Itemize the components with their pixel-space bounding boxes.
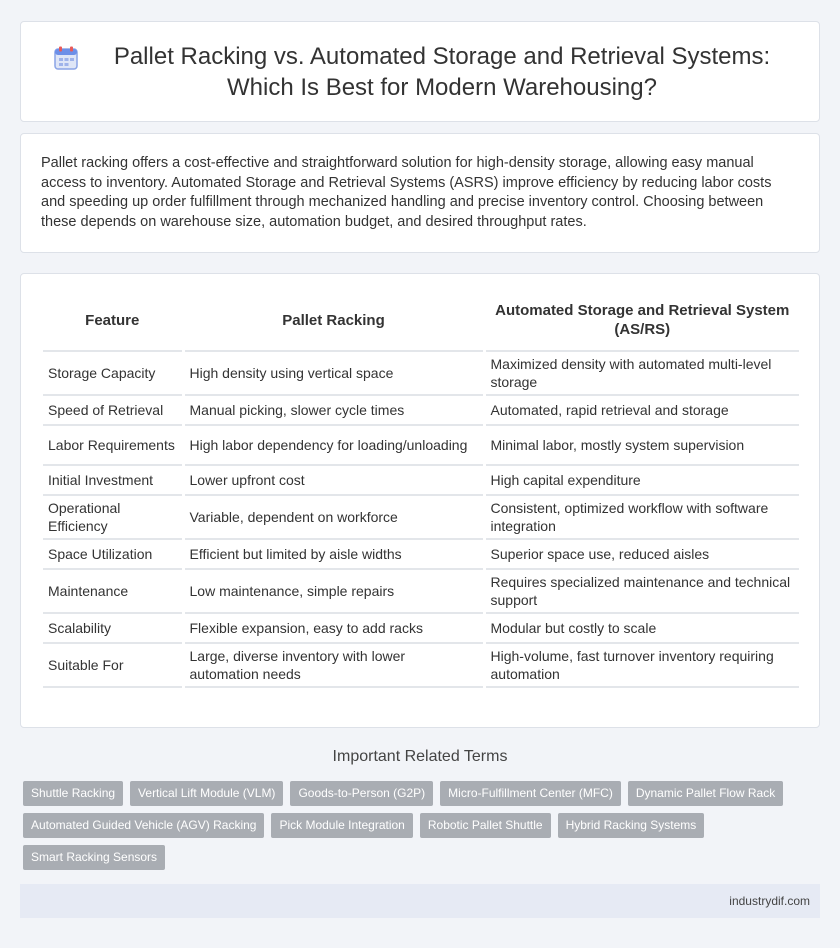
row-pallet-racking: Flexible expansion, easy to add racks bbox=[183, 613, 484, 643]
related-tag[interactable]: Dynamic Pallet Flow Rack bbox=[628, 781, 783, 806]
table-row bbox=[43, 395, 799, 425]
row-pallet-racking: High labor dependency for loading/unloading bbox=[183, 425, 484, 465]
related-tag[interactable]: Shuttle Racking bbox=[23, 781, 123, 806]
related-tag[interactable]: Hybrid Racking Systems bbox=[558, 813, 705, 838]
row-asrs: Modular but costly to scale bbox=[484, 613, 799, 643]
table-row bbox=[43, 539, 799, 569]
calendar-icon bbox=[53, 45, 79, 71]
header-asrs: Automated Storage and Retrieval System (AS/RS) bbox=[484, 290, 799, 351]
intro-card bbox=[20, 133, 820, 253]
related-tag[interactable]: Goods-to-Person (G2P) bbox=[290, 781, 433, 806]
table-row bbox=[43, 495, 799, 539]
row-feature: Suitable For bbox=[43, 643, 183, 687]
row-pallet-racking: Large, diverse inventory with lower automation needs bbox=[183, 643, 484, 687]
row-asrs: Minimal labor, mostly system supervision bbox=[484, 425, 799, 465]
related-terms-list bbox=[23, 781, 813, 877]
related-tag[interactable]: Smart Racking Sensors bbox=[23, 845, 165, 870]
row-asrs: High-volume, fast turnover inventory requiring automation bbox=[484, 643, 799, 687]
row-feature: Space Utilization bbox=[43, 539, 183, 569]
row-pallet-racking: Efficient but limited by aisle widths bbox=[183, 539, 484, 569]
row-asrs: Automated, rapid retrieval and storage bbox=[484, 395, 799, 425]
related-terms-title: Important Related Terms bbox=[332, 748, 508, 765]
row-asrs: Superior space use, reduced aisles bbox=[484, 539, 799, 569]
footer-site-link[interactable]: industrydif.com bbox=[729, 894, 810, 908]
table-row bbox=[43, 425, 799, 465]
related-tag[interactable]: Automated Guided Vehicle (AGV) Racking bbox=[23, 813, 264, 838]
comparison-table bbox=[43, 290, 799, 688]
title-wrap bbox=[53, 41, 787, 103]
table-row bbox=[43, 569, 799, 613]
row-asrs: Maximized density with automated multi-level storage bbox=[484, 351, 799, 395]
title-card bbox=[20, 21, 820, 122]
table-row bbox=[43, 351, 799, 395]
row-feature: Scalability bbox=[43, 613, 183, 643]
page-title: Pallet Racking vs. Automated Storage and Retrieval Systems: Which Is Best for Modern Warehousing? bbox=[113, 42, 771, 101]
row-feature: Operational Efficiency bbox=[43, 495, 183, 539]
row-pallet-racking: Lower upfront cost bbox=[183, 465, 484, 495]
row-pallet-racking: Low maintenance, simple repairs bbox=[183, 569, 484, 613]
table-header-row bbox=[43, 290, 799, 351]
table-row bbox=[43, 643, 799, 687]
related-tag[interactable]: Robotic Pallet Shuttle bbox=[420, 813, 551, 838]
row-feature: Maintenance bbox=[43, 569, 183, 613]
header-pallet-racking: Pallet Racking bbox=[183, 290, 484, 351]
row-asrs: Requires specialized maintenance and technical support bbox=[484, 569, 799, 613]
table-row bbox=[43, 613, 799, 643]
row-pallet-racking: Manual picking, slower cycle times bbox=[183, 395, 484, 425]
intro-text: Pallet racking offers a cost-effective and straightforward solution for high-density storage, allowing easy manual access to inventory. Automated Storage and Retrieval Systems (ASRS) improve efficiency by reducing labor costs and speeding up order fulfillment through mechanized handling and precise inventory control. Choosing between these depends on warehouse size, automation budget, and desired throughput rates. bbox=[41, 155, 772, 230]
row-feature: Storage Capacity bbox=[43, 351, 183, 395]
table-row bbox=[43, 465, 799, 495]
row-feature: Labor Requirements bbox=[43, 425, 183, 465]
row-feature: Speed of Retrieval bbox=[43, 395, 183, 425]
row-feature: Initial Investment bbox=[43, 465, 183, 495]
row-pallet-racking: Variable, dependent on workforce bbox=[183, 495, 484, 539]
related-tag[interactable]: Pick Module Integration bbox=[271, 813, 412, 838]
header-feature: Feature bbox=[43, 290, 183, 351]
footer bbox=[20, 884, 820, 918]
row-asrs: High capital expenditure bbox=[484, 465, 799, 495]
comparison-card bbox=[20, 273, 820, 728]
related-tag[interactable]: Micro-Fulfillment Center (MFC) bbox=[440, 781, 621, 806]
related-tag[interactable]: Vertical Lift Module (VLM) bbox=[130, 781, 283, 806]
row-asrs: Consistent, optimized workflow with software integration bbox=[484, 495, 799, 539]
row-pallet-racking: High density using vertical space bbox=[183, 351, 484, 395]
